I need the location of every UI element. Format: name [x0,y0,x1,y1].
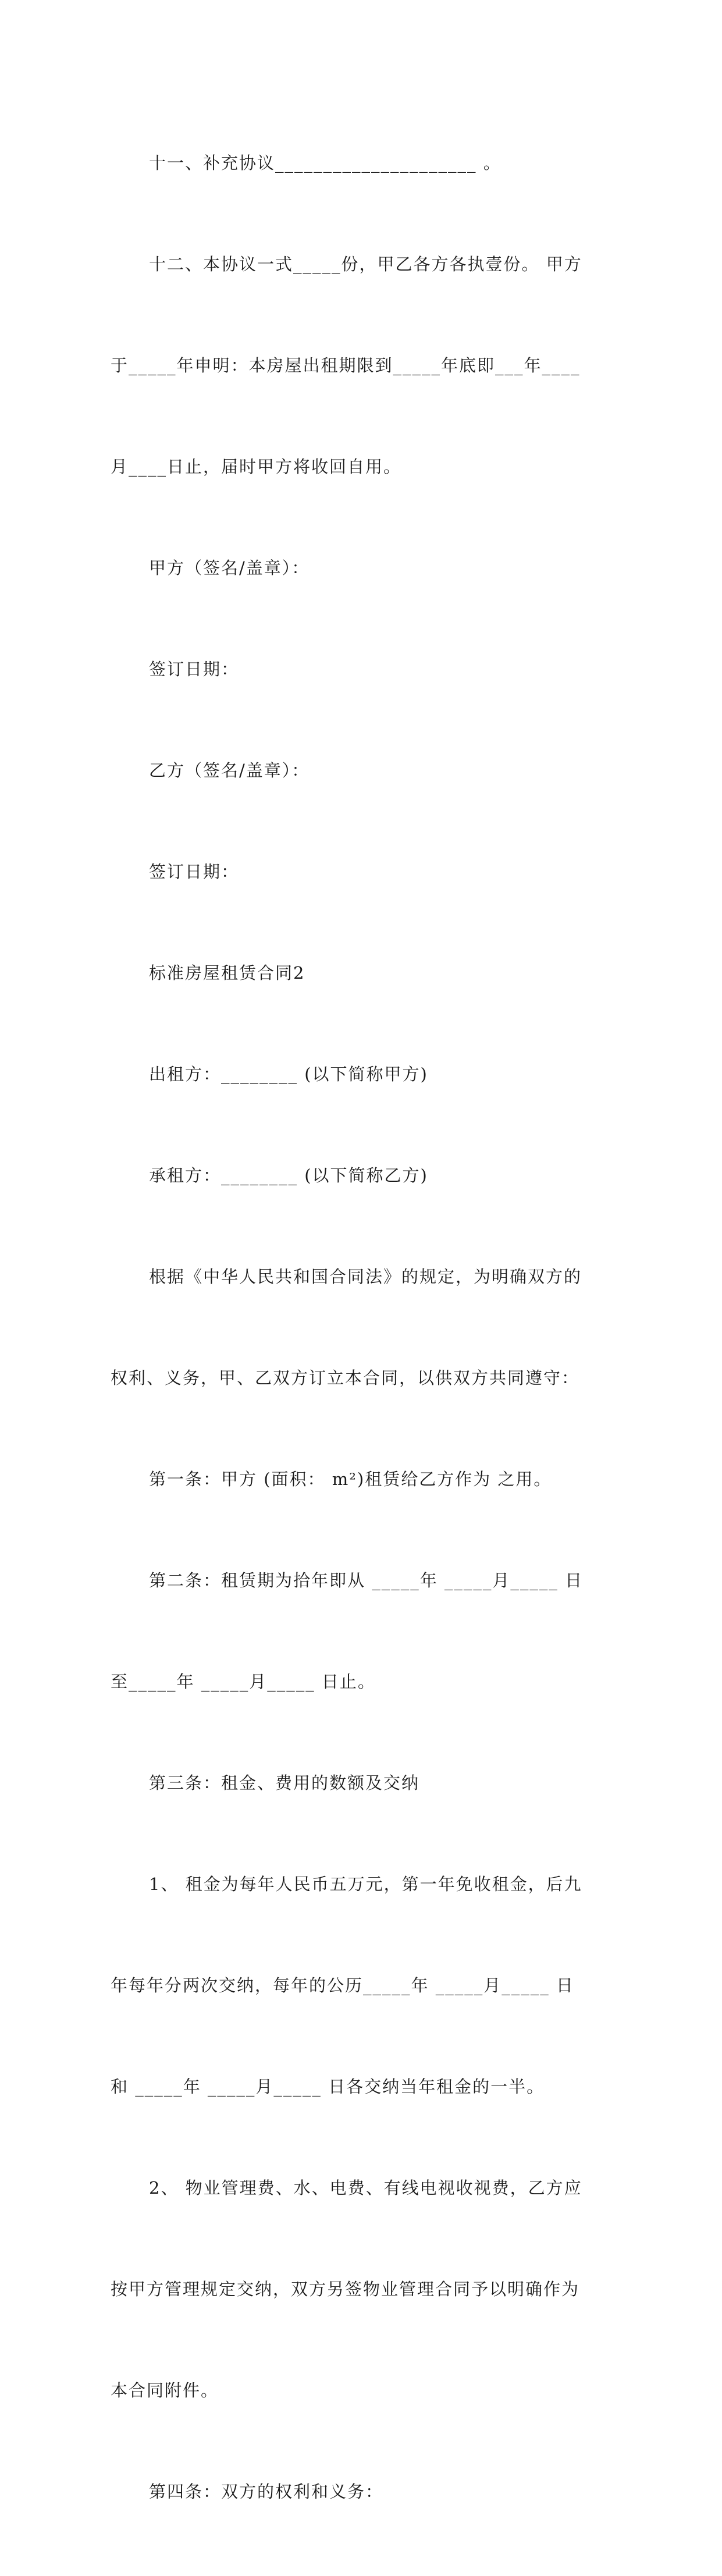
preamble-line-2: 权利、义务，甲、乙双方订立本合同，以供双方共同遵守： [111,1368,580,1388]
contract-2-title: 标准房屋租赁合同2 [149,963,305,983]
lessee-line: 承租方：________ (以下简称乙方) [149,1166,428,1185]
clause-12-line-3: 月____日止，届时甲方将收回自用。 [111,457,402,477]
article-3-heading: 第三条：租金、费用的数额及交纳 [149,1773,420,1793]
article-1: 第一条：甲方 (面积： m²)租赁给乙方作为 之用。 [149,1469,552,1489]
party-a-signature: 甲方（签名/盖章）： [149,558,310,578]
article-3-item-1-line-3: 和 _____年 _____月_____ 日各交纳当年租金的一半。 [111,2077,545,2097]
lessor-line: 出租方：________ (以下简称甲方) [149,1064,428,1084]
party-b-sign-date: 签订日期： [149,862,240,882]
party-b-signature: 乙方（签名/盖章）： [149,761,310,780]
article-3-item-1-line-1: 1、 租金为每年人民币五万元，第一年免收租金，后九 [149,1874,582,1894]
article-3-item-1-line-2: 年每年分两次交纳，每年的公历_____年 _____月_____ 日 [111,1975,574,1995]
preamble-line-1: 根据《中华人民共和国合同法》的规定，为明确双方的 [149,1267,582,1287]
party-a-sign-date: 签订日期： [149,659,240,679]
document-body [111,79,612,2576]
clause-12-line-1: 十二、本协议一式_____份，甲乙各方各执壹份。 甲方 [149,254,582,274]
article-2-line-1: 第二条：租赁期为拾年即从 _____年 _____月_____ 日 [149,1571,584,1590]
article-3-item-2-line-2: 按甲方管理规定交纳，双方另签物业管理合同予以明确作为 [111,2279,580,2299]
article-3-item-2-line-1: 2、 物业管理费、水、电费、有线电视收视费，乙方应 [149,2178,582,2198]
article-3-item-2-line-3: 本合同附件。 [111,2380,219,2400]
article-2-line-2: 至_____年 _____月_____ 日止。 [111,1672,376,1692]
clause-12-line-2: 于_____年申明：本房屋出租期限到_____年底即___年____ [111,356,581,375]
article-4-heading: 第四条：双方的权利和义务： [149,2482,384,2502]
clause-11-line: 十一、补充协议_____________________ 。 [149,153,502,173]
